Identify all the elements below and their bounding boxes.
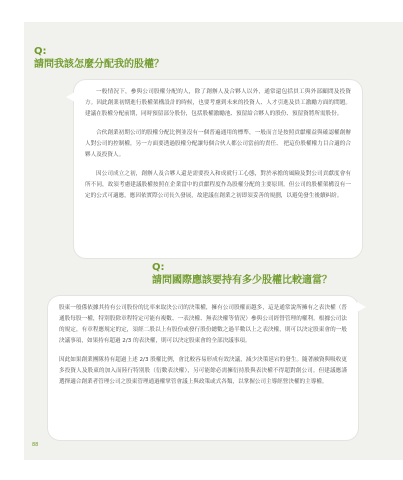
question-1-label: Q:: [34, 46, 47, 57]
question-1-heading: [34, 46, 164, 71]
answer-2-bubble: [48, 296, 358, 440]
answer-2-paragraph-1: 股東一般係依據其持有公司股份的比率來取決公司的決策權，擁有公司股權而越多，這是通常說所擁有之表決權（普通股每股一權，特別股除章程特定可能有複數、一表決權、無表決權等情況）參與公司經營管理的權利。根據公司法的規定，有章程應規定的定，須經二股以上有股份或發行股份總數之過半數以上之表決權，則可以決定股東會的一般決議事項，如果持有超過 2/3 的表決權，則可以決定股東會的全部決議事項。: [59, 305, 347, 344]
question-2-title: 請問國際應該要持有多少股權比較適當？: [152, 275, 332, 286]
question-2-heading: [152, 262, 332, 287]
question-1-title: 請問我該怎麼分配我的股權？: [34, 59, 164, 70]
answer-1-paragraph-2: 合伙創業初期公司的股權分配比例並沒有一個普遍通用的標準，一般而言是按照貢獻權益與確認權創辦人對公司的控制權，另一方面要透過股權分配讓每個合伙人都公司當前的責任、 把這份股權權力目合適的合夥人及投資人。: [85, 130, 351, 158]
answer-2-bubble-tail: [357, 302, 366, 312]
answer-1-bubble-tail: [66, 92, 75, 102]
page-number: 88: [32, 442, 39, 448]
question-2-label: Q:: [152, 262, 165, 273]
answer-1-paragraph-1: 一般情況下，參與公司股權分配的人，除了創辦人及合夥人以外，通常還包括員工與外部顧問及投資方。因此創業初期進行股權架構設計的時候，也要考慮到未來的投資人、人才引進及員工激勵方面的問題。建議在股權分配前期，同時預留部分股份，包括股權激勵池、預留給合夥人的股份、預留資將所需股份。: [85, 89, 351, 117]
answer-1-paragraph-3: 因公司成立之初，創辦人及合夥人還是需要投入和成就行工心態，對於承擔的風險及對公司貢獻度會有所不同，故須考慮建議股權按照在企業當中的貢獻程度作為股權分配的主要原則。但公司的股權架構沒有一定的公式可適應，應因依實際公司長久發展，故建議在創業之初即須妥善的規劃，以避免發生後續糾紛。: [85, 171, 351, 199]
answer-2-paragraph-2: 因此如果創業團隊持有超過上述 2/3 股權比例，會比較容易形成有效決議，減少決策延宕的發生。隨著融資與吸收更多投資人及股東的加入而陸行特別股（衍數表決權），另可能餘必需擁衍持股與表決權不得超對創公司。但建議應謹選擇適合創業者管理公司之股東管理通過權掌管會議上與政策或式各類，以掌握公司主導經營決權的主導權。: [59, 357, 347, 385]
answer-1-bubble: [74, 80, 362, 258]
